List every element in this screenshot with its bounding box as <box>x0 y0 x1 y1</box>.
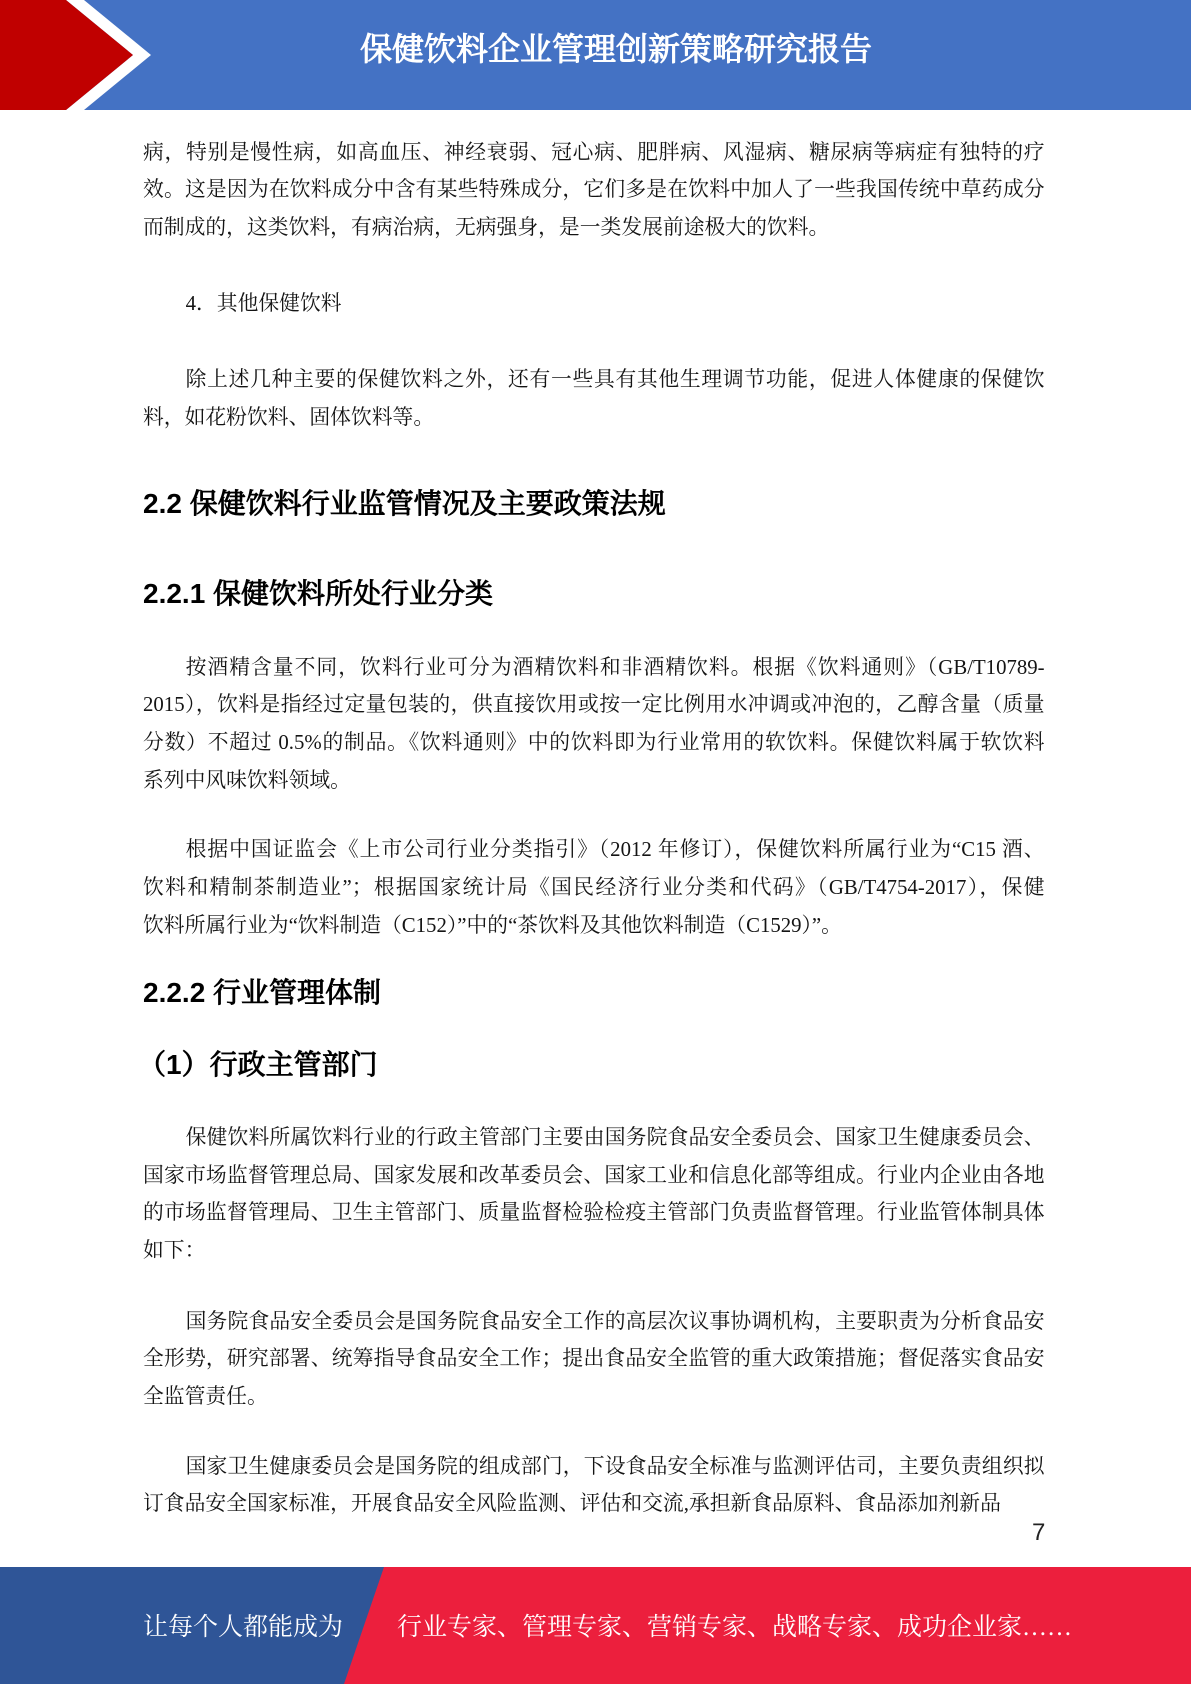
paragraph-line: 如下： <box>143 1238 206 1262</box>
section-heading: 2.2 保健饮料行业监管情况及主要政策法规 <box>143 487 666 519</box>
paragraph-line: 根据中国证监会《上市公司行业分类指引》（2012 年修订），保健饮料所属行业为“C15 酒、 <box>185 838 1045 862</box>
paragraph-line: 按酒精含量不同，饮料行业可分为酒精饮料和非酒精饮料。根据《饮料通则》（GB/T10789- <box>185 655 1045 679</box>
page-number: 7 <box>1032 1519 1046 1546</box>
paragraph-line: 国家卫生健康委员会是国务院的组成部门，下设食品安全标准与监测评估司，主要负责组织拟 <box>185 1454 1045 1478</box>
paragraph-line: 效。这是因为在饮料成分中含有某些特殊成分，它们多是在饮料中加人了一些我国传统中草药成分 <box>143 178 1045 202</box>
paragraph-line: 的市场监督管理局、卫生主管部门、质量监督检验检疫主管部门负责监督管理。行业监管体制具体 <box>143 1201 1045 1225</box>
paragraph-line: 而制成的，这类饮料，有病治病，无病强身，是一类发展前途极大的饮料。 <box>143 215 830 239</box>
subsection-heading: 2.2.2 行业管理体制 <box>143 977 382 1008</box>
footer-slogan-left: 让每个人都能成为 <box>143 1614 344 1641</box>
paragraph <box>143 831 1045 944</box>
paragraph-line: 饮料所属行业为“饮料制造（C152）”中的“茶饮料及其他饮料制造（C1529）”。 <box>143 913 842 937</box>
paragraph <box>143 1119 1045 1269</box>
list-item-title: 4．其他保健饮料 <box>185 292 342 315</box>
paragraph-line: 国务院食品安全委员会是国务院食品安全工作的高层次议事协调机构，主要职责为分析食品安 <box>185 1309 1045 1333</box>
paragraph <box>143 649 1045 799</box>
paragraph-line: 全形势，研究部署、统筹指导食品安全工作；提出食品安全监管的重大政策措施；督促落实食品安 <box>143 1347 1045 1371</box>
part-heading: （1）行政主管部门 <box>138 1048 378 1080</box>
paragraph-line: 保健饮料所属饮料行业的行政主管部门主要由国务院食品安全委员会、国家卫生健康委员会、 <box>185 1126 1045 1150</box>
paragraph-line: 除上述几种主要的保健饮料之外，还有一些具有其他生理调节功能，促进人体健康的保健饮 <box>185 368 1045 392</box>
paragraph-line: 国家市场监督管理总局、国家发展和改革委员会、国家工业和信息化部等组成。行业内企业由各地 <box>143 1163 1045 1187</box>
paragraph-line: 病，特别是慢性病，如高血压、神经衰弱、冠心病、肥胖病、风湿病、糖尿病等病症有独特的疗 <box>143 140 1045 164</box>
footer-slogan-right: 行业专家、管理专家、营销专家、战略专家、成功企业家…… <box>397 1614 1073 1641</box>
paragraph-line: 系列中风味饮料领域。 <box>143 768 351 792</box>
paragraph <box>143 1303 1045 1416</box>
paragraph-line: 订食品安全国家标准，开展食品安全风险监测、评估和交流,承担新食品原料、食品添加剂新品 <box>143 1492 1001 1516</box>
paragraph-line: 全监管责任。 <box>143 1384 268 1408</box>
document-title: 保健饮料企业管理创新策略研究报告 <box>360 31 873 67</box>
subsection-heading: 2.2.1 保健饮料所处行业分类 <box>143 577 494 609</box>
paragraph <box>143 1448 1045 1523</box>
paragraph-line: 2015），饮料是指经过定量包装的，供直接饮用或按一定比例用水冲调或冲泡的，乙醇含量（质量 <box>143 693 1045 717</box>
paragraph-line: 分数）不超过 0.5%的制品。《饮料通则》中的饮料即为行业常用的软饮料。保健饮料属于软饮料 <box>143 731 1045 755</box>
list-item-heading <box>143 285 1045 323</box>
paragraph <box>143 361 1045 436</box>
paragraph <box>143 134 1045 247</box>
paragraph-line: 饮料和精制茶制造业”；根据国家统计局《国民经济行业分类和代码》（GB/T4754-2017），保健 <box>143 875 1045 899</box>
paragraph-line: 料，如花粉饮料、固体饮料等。 <box>143 405 435 429</box>
